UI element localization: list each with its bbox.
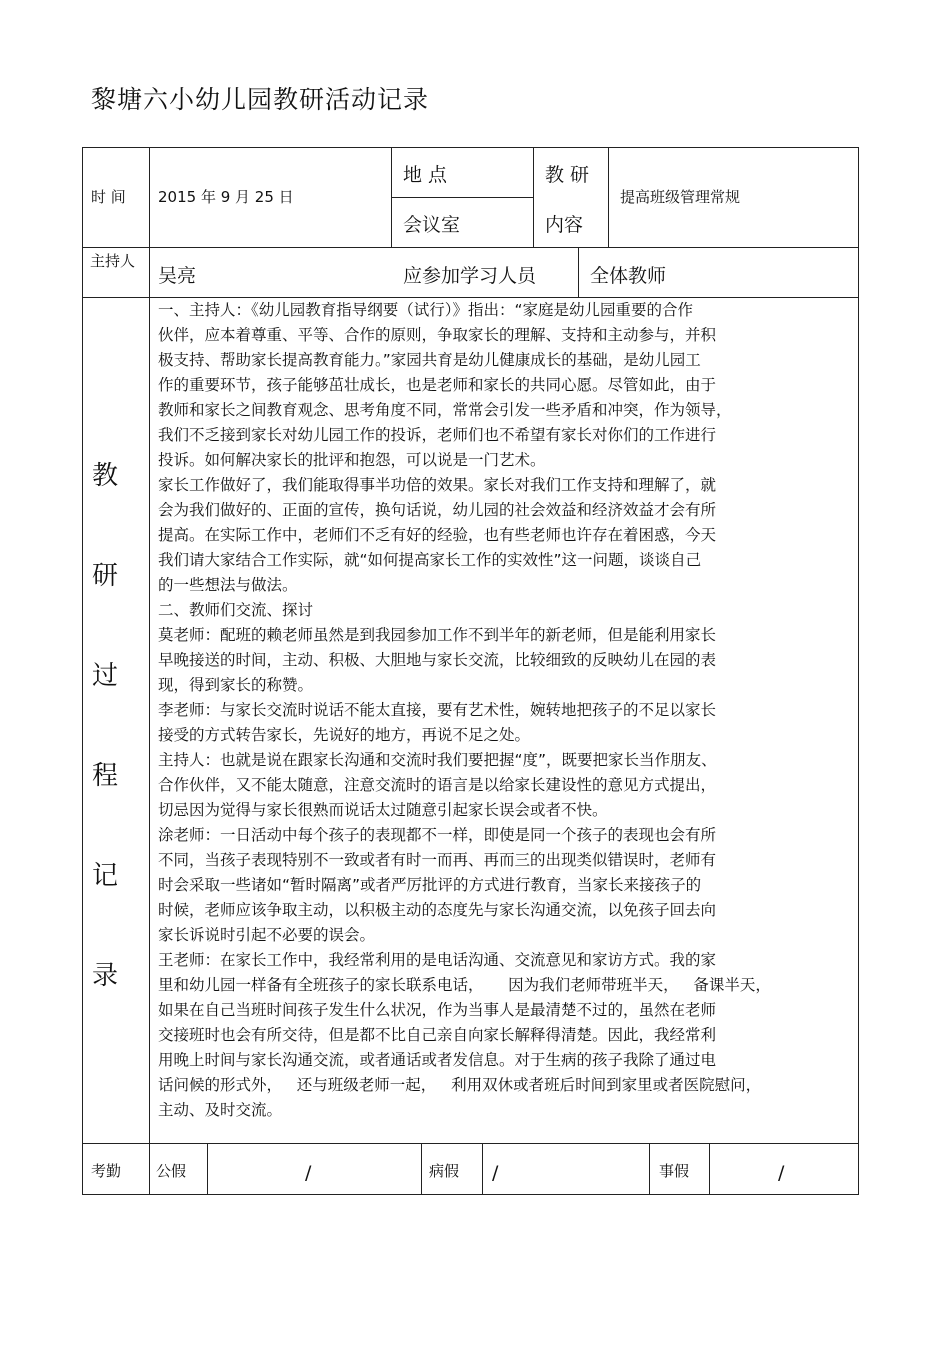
personal-leave-label: 事假 [659, 1162, 690, 1180]
host-label: 主持人 [90, 252, 136, 270]
record-line: 李老师：与家长交流时说话不能太直接，要有艺术性，婉转地把孩子的不足以家长 [158, 701, 717, 719]
record-line: 合作伙伴，又不能太随意，注意交流时的语言是以给家长建设性的意见方式提出， [158, 776, 717, 794]
time-label: 时 间 [91, 188, 126, 206]
official-leave-label: 公假 [156, 1162, 187, 1180]
record-line: 我们不乏接到家长对幼儿园工作的投诉，老师们也不希望有家长对你们的工作进行 [158, 426, 717, 444]
topic-label-line1: 教 研 [545, 164, 590, 186]
record-line: 交接班时也会有所交待，但是都不比自己亲自向家长解释得清楚。因此，我经常利 [158, 1026, 717, 1044]
record-line: 极支持、帮助家长提高教育能力。”家园共育是幼儿健康成长的基础，是幼儿园工 [158, 351, 701, 369]
record-side-label-char: 研 [91, 561, 118, 591]
record-line: 话问候的形式外， 还与班级老师一起， 利用双休或者班后时间到家里或者医院慰问， [158, 1076, 762, 1094]
place-label: 地 点 [403, 164, 448, 186]
record-line: 现，得到家长的称赞。 [158, 676, 314, 694]
record-line: 家长工作做好了，我们能取得事半功倍的效果。家长对我们工作支持和理解了，就 [158, 476, 717, 494]
record-body [158, 298, 848, 1123]
record-line: 提高。在实际工作中，老师们不乏有好的经验，也有些老师也许存在着困惑，今天 [158, 526, 717, 544]
official-leave-value: / [305, 1162, 312, 1184]
record-line: 主动、及时交流。 [158, 1101, 283, 1119]
record-line: 的一些想法与做法。 [158, 576, 298, 594]
record-line: 里和幼儿园一样备有全班孩子的家长联系电话， 因为我们老师带班半天， 备课半天， [158, 976, 771, 994]
record-line: 会为我们做好的、正面的宣传，换句话说，幼儿园的社会效益和经济效益才会有所 [158, 501, 717, 519]
record-line: 早晚接送的时间，主动、积极、大胆地与家长交流，比较细致的反映幼儿在园的表 [158, 651, 717, 669]
record-line: 家长诉说时引起不必要的误会。 [158, 926, 376, 944]
record-line: 不同，当孩子表现特别不一致或者有时一而再、再而三的出现类似错误时，老师有 [158, 851, 717, 869]
record-line: 莫老师：配班的赖老师虽然是到我园参加工作不到半年的新老师，但是能利用家长 [158, 626, 717, 644]
record-line: 时会采取一些诸如“暂时隔离”或者严厉批评的方式进行教育，当家长来接孩子的 [158, 876, 702, 894]
sick-leave-label: 病假 [429, 1162, 460, 1180]
topic-label-line2: 内容 [545, 214, 584, 236]
record-line: 一、主持人：《幼儿园教育指导纲要（试行）》指出：“家庭是幼儿园重要的合作 [158, 301, 694, 319]
record-side-label-char: 过 [91, 661, 118, 691]
record-side-label-char: 教 [91, 461, 118, 491]
record-line: 如果在自己当班时间孩子发生什么状况，作为当事人是最清楚不过的，虽然在老师 [158, 1001, 717, 1019]
time-value: 2015 年 9 月 25 日 [158, 188, 294, 206]
record-line: 教师和家长之间教育观念、思考角度不同，常常会引发一些矛盾和冲突，作为领导， [158, 401, 732, 419]
record-line: 我们请大家结合工作实际，就“如何提高家长工作的实效性”这一问题，谈谈自己 [158, 551, 702, 569]
record-line: 切忌因为觉得与家长很熟而说话太过随意引起家长误会或者不快。 [158, 801, 608, 819]
record-side-label-char: 录 [91, 961, 118, 991]
record-side-label-char: 程 [91, 761, 118, 791]
sick-leave-value: / [492, 1162, 499, 1184]
record-line: 伙伴，应本着尊重、平等、合作的原则，争取家长的理解、支持和主动参与，并积 [158, 326, 717, 344]
attendees-label: 应参加学习人员 [403, 265, 537, 287]
record-line: 接受的方式转告家长，先说好的地方，再说不足之处。 [158, 726, 531, 744]
record-line: 主持人：也就是说在跟家长沟通和交流时我们要把握“度”，既要把家长当作朋友、 [158, 751, 717, 769]
host-value: 吴亮 [158, 265, 197, 287]
record-line: 二、教师们交流、探讨 [158, 601, 314, 619]
record-side-label-char: 记 [91, 861, 118, 891]
record-line: 时候，老师应该争取主动，以积极主动的态度先与家长沟通交流，以免孩子回去向 [158, 901, 717, 919]
record-line: 用晚上时间与家长沟通交流，或者通话或者发信息。对于生病的孩子我除了通过电 [158, 1051, 717, 1069]
record-line: 投诉。如何解决家长的批评和抱怨，可以说是一门艺术。 [158, 451, 546, 469]
topic-value: 提高班级管理常规 [620, 188, 741, 206]
attendance-label: 考勤 [91, 1162, 122, 1180]
attendees-value: 全体教师 [590, 265, 667, 287]
record-line: 作的重要环节，孩子能够茁壮成长，也是老师和家长的共同心愿。尽管如此，由于 [158, 376, 717, 394]
personal-leave-value: / [778, 1162, 785, 1184]
place-value: 会议室 [403, 214, 461, 236]
page-title: 黎塘六小幼儿园教研活动记录 [91, 85, 430, 114]
record-line: 涂老师：一日活动中每个孩子的表现都不一样，即使是同一个孩子的表现也会有所 [158, 826, 717, 844]
record-line: 王老师：在家长工作中，我经常利用的是电话沟通、交流意见和家访方式。我的家 [158, 951, 717, 969]
